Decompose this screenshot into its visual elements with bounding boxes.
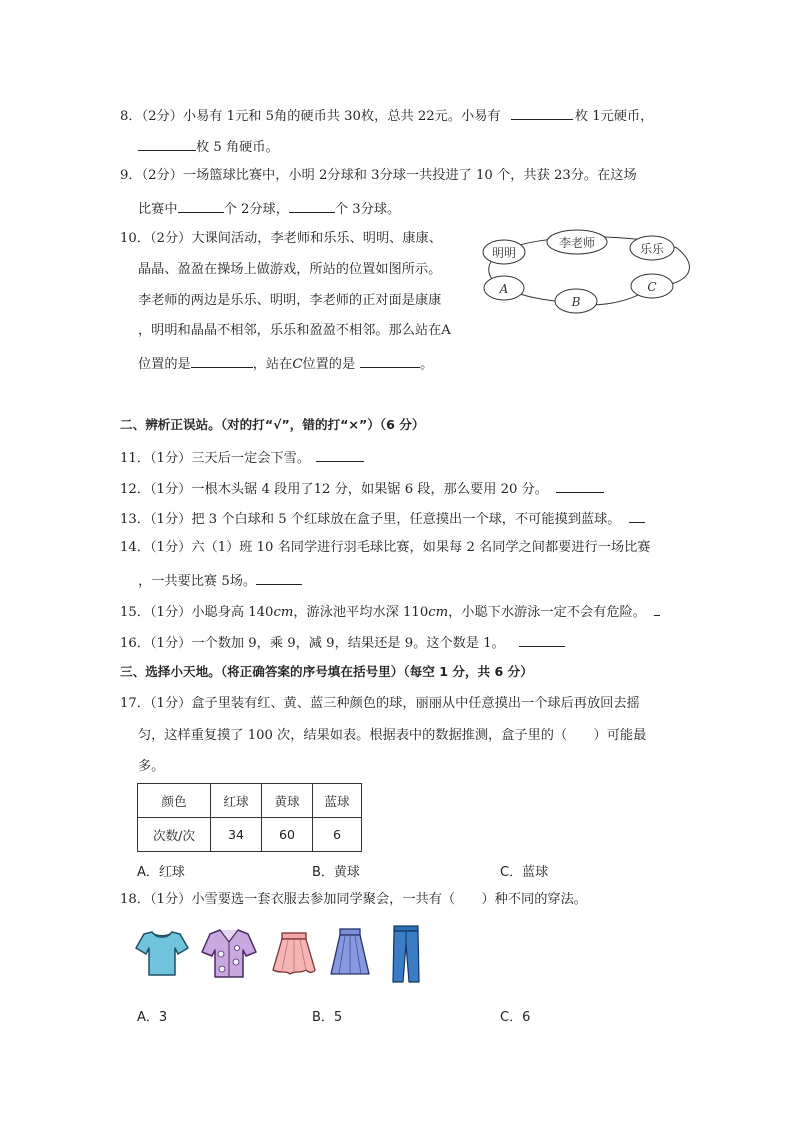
- q15-unit-2: cm: [428, 605, 449, 620]
- q9-text-b: 个 2分球，: [223, 202, 289, 217]
- q13-line: [120, 508, 645, 529]
- table-header: 红球: [211, 784, 262, 818]
- q9-text-a: 比赛中: [138, 202, 178, 217]
- table-cell: 34: [211, 818, 262, 852]
- q10-line3: 李老师的两边是乐乐、明明，李老师的正对面是康康: [138, 293, 442, 308]
- q9-text-c: 个 3分球。: [334, 202, 401, 217]
- floral-shirt-icon: [200, 926, 258, 980]
- q13-text: 13．（1分）把 3 个白球和 5 个红球放在盒子里，任意摸出一个球，不可能摸到蓝球。: [120, 512, 621, 527]
- q10-text-b: ，站在: [252, 357, 293, 372]
- q18-option-b[interactable]: B．5: [312, 1010, 343, 1025]
- q15-text-c: ，小聪下水游泳一定不会有危险。: [448, 605, 646, 620]
- position-diagram: [477, 228, 697, 328]
- teacher-label: 李老师: [558, 236, 596, 250]
- q18-option-c[interactable]: C．6: [500, 1010, 531, 1025]
- q8-line1: [120, 105, 653, 126]
- table-cell: 次数/次: [138, 818, 211, 852]
- q14-line2: [138, 570, 302, 591]
- q18-option-a[interactable]: A．3: [137, 1010, 168, 1025]
- lele-label: 乐乐: [639, 242, 665, 256]
- position-a-label: A: [499, 282, 509, 296]
- q8-blank-1[interactable]: [511, 105, 573, 120]
- frequency-table: [137, 783, 362, 852]
- q10-line5: [138, 353, 433, 374]
- q9-blank-2[interactable]: [289, 198, 335, 213]
- q14-text: ，一共要比赛 5场。: [138, 574, 257, 589]
- q13-blank[interactable]: [629, 508, 645, 523]
- q18-line: 18．（1分）小雪要选一套衣服去参加同学聚会，一共有（ ）种不同的穿法。: [120, 892, 587, 907]
- q9-blank-1[interactable]: [178, 198, 224, 213]
- q12-text: 12．（1分）一根木头锯 4 段用了12 分，如果锯 6 段，那么要用 20 分。: [120, 482, 548, 497]
- q11-text: 11．（1分）三天后一定会下雪。: [120, 451, 311, 466]
- table-header: 颜色: [138, 784, 211, 818]
- jeans-icon: [390, 924, 422, 984]
- q15-text-b: ，游泳池平均水深 110: [293, 605, 429, 620]
- q10-text-c: 位置的是: [302, 357, 356, 372]
- mingming-label: 明明: [491, 246, 517, 260]
- q10-blank-1[interactable]: [191, 353, 253, 368]
- q15-unit-1: cm: [273, 605, 294, 620]
- q10-blank-2[interactable]: [360, 353, 420, 368]
- q10-text-a: 位置的是: [138, 357, 191, 372]
- q8-text-a: 8．（2分）小易有 1元和 5角的硬币共 30枚，总共 22元。小易有: [120, 109, 501, 124]
- q14-line1: 14．（1分）六（1）班 10 名同学进行羽毛球比赛，如果每 2 名同学之间都要进行一场比赛: [120, 540, 651, 555]
- q17-option-a[interactable]: A．红球: [137, 865, 185, 880]
- q11-blank[interactable]: [316, 447, 364, 462]
- q15-blank[interactable]: [654, 601, 660, 616]
- table-cell: 6: [313, 818, 362, 852]
- position-b-label: B: [571, 295, 581, 309]
- q8-line2: [138, 136, 279, 157]
- q16-line: [120, 632, 565, 653]
- q14-blank[interactable]: [256, 570, 302, 585]
- q11-line: [120, 447, 364, 468]
- table-row: [138, 818, 362, 852]
- table-header: 蓝球: [313, 784, 362, 818]
- q9-line2: [138, 198, 400, 219]
- q15-line: [120, 601, 660, 622]
- q10-line2: 晶晶、盈盈在操场上做游戏，所站的位置如图所示。: [138, 262, 442, 277]
- pink-skirt-icon: [270, 930, 318, 978]
- table-header-row: [138, 784, 362, 818]
- blue-skirt-icon: [328, 926, 372, 980]
- position-c-label: C: [647, 280, 657, 294]
- q8-blank-2[interactable]: [138, 136, 196, 151]
- blue-tshirt-icon: [134, 928, 190, 978]
- q8-text-b: 枚 1元硬币，: [574, 109, 654, 124]
- q15-text-a: 15．（1分）小聪身高 140: [120, 605, 274, 620]
- q17-line2: 匀，这样重复摸了 100 次，结果如表。根据表中的数据推测，盒子里的（ ）可能最: [138, 728, 647, 743]
- q10-line1: 10．（2分）大课间活动，李老师和乐乐、明明、康康、: [120, 231, 442, 246]
- q9-line1: 9．（2分）一场篮球比赛中，小明 2分球和 3分球一共投进了 10 个，共获 23分。在这场: [120, 168, 637, 183]
- q17-line1: 17．（1分）盒子里装有红、黄、蓝三种颜色的球，丽丽从中任意摸出一个球后再放回去摇: [120, 696, 640, 711]
- q10-line4: ，明明和晶晶不相邻，乐乐和盈盈不相邻。那么站在A: [138, 323, 451, 338]
- q16-text: 16．（1分）一个数加 9，乘 9，减 9，结果还是 9。这个数是 1。: [120, 636, 505, 651]
- section-3-title: 三、选择小天地。（将正确答案的序号填在括号里）（每空 1 分，共 6 分）: [120, 664, 533, 679]
- q17-line3: 多。: [138, 759, 165, 774]
- q12-blank[interactable]: [556, 478, 604, 493]
- q17-option-c[interactable]: C．蓝球: [500, 865, 549, 880]
- section-2-title: 二、辨析正误站。（对的打“√”，错的打“×”）（6 分）: [120, 417, 425, 432]
- q12-line: [120, 478, 604, 499]
- q16-blank[interactable]: [519, 632, 565, 647]
- q8-text-c: 枚 5 角硬币。: [196, 140, 279, 155]
- table-cell: 60: [262, 818, 313, 852]
- q17-option-b[interactable]: B．黄球: [312, 865, 360, 880]
- q10-text-d: 。: [420, 357, 434, 372]
- table-header: 黄球: [262, 784, 313, 818]
- q10-var-c: C: [292, 357, 303, 372]
